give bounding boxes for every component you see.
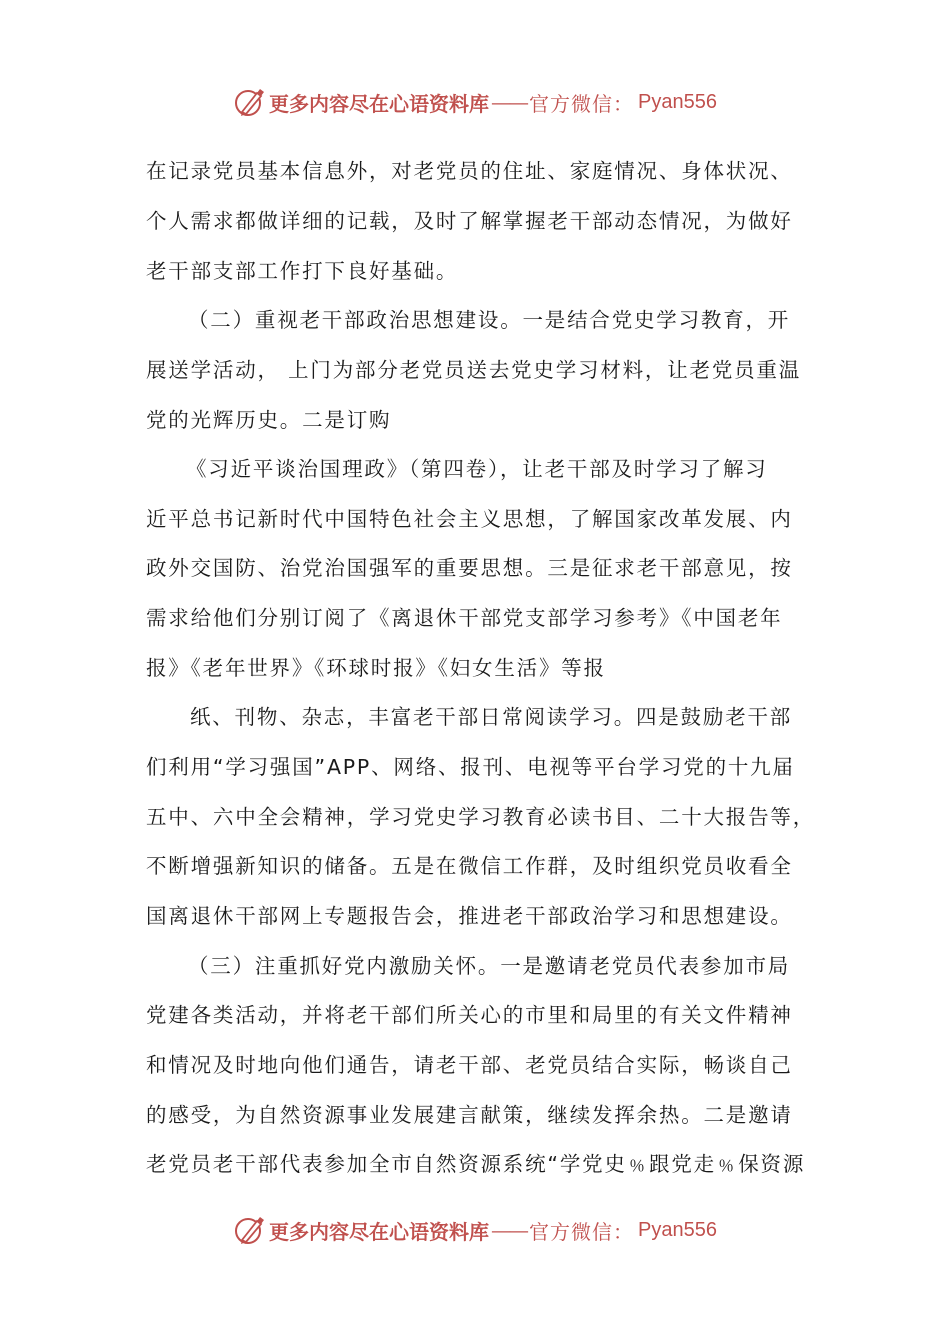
text-line: （三）注重抓好党内激励关怀。一是邀请老党员代表参加市局 [188, 954, 791, 978]
text-line: 们利用“学习强国”APP、网络、报刊、电视等平台学习党的十九届 [146, 755, 795, 779]
text-line: 五中、六中全会精神，学习党史学习教育必读书目、二十大报告等， [146, 805, 815, 829]
text-line: 政外交国防、治党治国强军的重要思想。三是征求老干部意见，按 [146, 556, 793, 580]
text-line: 需求给他们分别订阅了《离退休干部党支部学习参考》《中国老年 [146, 606, 783, 630]
text-line: 老党员老干部代表参加全市自然资源系统“学党史﹪跟党走﹪保资源 [146, 1152, 806, 1176]
text-line: 的感受，为自然资源事业发展建言献策，继续发挥余热。二是邀请 [146, 1103, 793, 1127]
header-wechat-id: Pyan556 [638, 90, 717, 113]
text-line: 个人需求都做详细的记载，及时了解掌握老干部动态情况，为做好 [146, 209, 793, 233]
pen-logo-icon [233, 1213, 267, 1247]
text-line: 老干部支部工作打下良好基础。 [146, 259, 459, 283]
header-wechat-label: 官方微信： [529, 91, 635, 116]
header-site-name: 更多内容尽在心语资料库 [269, 91, 490, 116]
text-line: 党的光辉历史。二是订购 [146, 408, 392, 432]
footer-wechat-id: Pyan556 [638, 1218, 717, 1241]
header-dash: —— [491, 90, 528, 114]
pen-logo-icon [233, 85, 267, 119]
text-line: 和情况及时地向他们通告，请老干部、老党员结合实际，畅谈自己 [146, 1053, 793, 1077]
footer-site-name: 更多内容尽在心语资料库 [269, 1219, 490, 1244]
text-line: 展送学活动， 上门为部分老党员送去党史学习材料，让老党员重温 [146, 358, 802, 382]
text-line: （二）重视老干部政治思想建设。一是结合党史学习教育，开 [188, 308, 791, 332]
footer-dash: —— [491, 1218, 528, 1242]
text-line: 国离退休干部网上专题报告会，推进老干部政治学习和思想建设。 [146, 904, 793, 928]
text-line: 党建各类活动，并将老干部们所关心的市里和局里的有关文件精神 [146, 1003, 793, 1027]
text-line: 纸、刊物、杂志，丰富老干部日常阅读学习。四是鼓励老干部 [190, 705, 793, 729]
text-line: 《习近平谈治国理政》（第四卷），让老干部及时学习了解习 [186, 457, 768, 481]
text-line: 不断增强新知识的储备。五是在微信工作群，及时组织党员收看全 [146, 854, 793, 878]
text-line: 在记录党员基本信息外，对老党员的住址、家庭情况、身体状况、 [146, 159, 793, 183]
footer-banner [0, 1210, 950, 1250]
text-line: 近平总书记新时代中国特色社会主义思想，了解国家改革发展、内 [146, 507, 793, 531]
text-line: 报》《老年世界》《环球时报》《妇女生活》等报 [146, 656, 606, 680]
footer-wechat-label: 官方微信： [529, 1219, 635, 1244]
header-banner [0, 82, 950, 122]
